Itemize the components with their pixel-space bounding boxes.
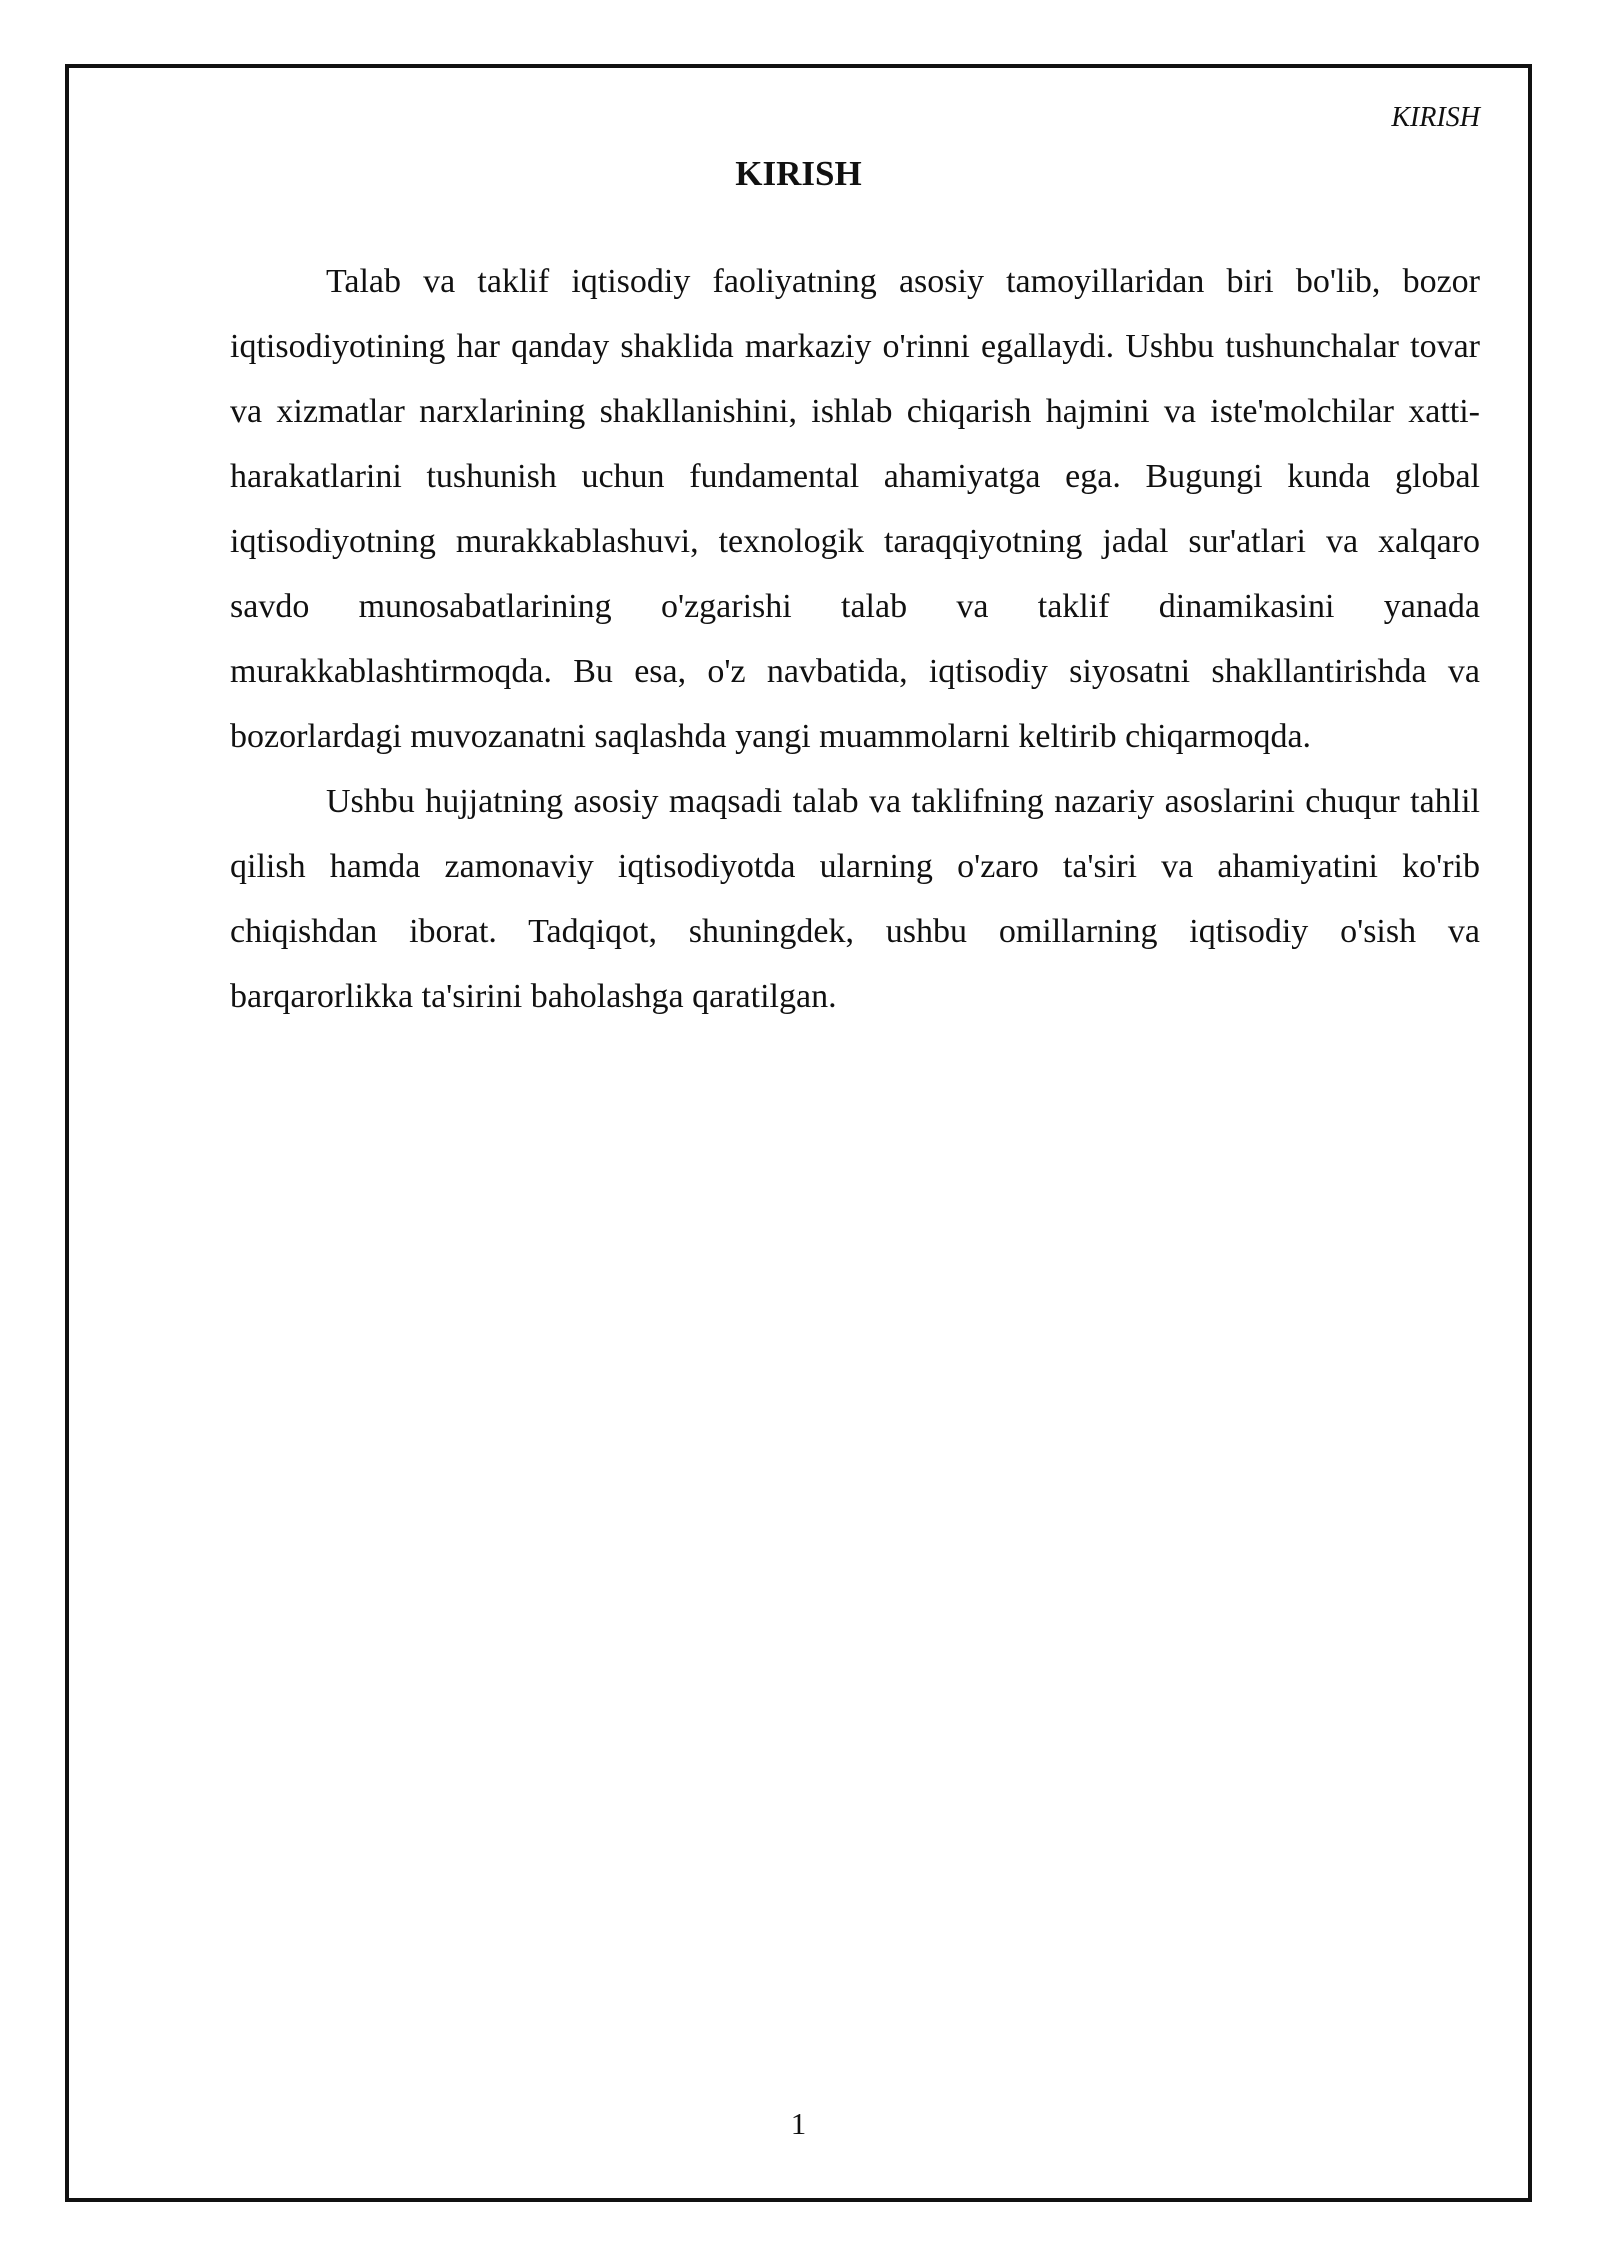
paragraph-1: Talab va taklif iqtisodiy faoliyatning asosiy tamoyillaridan biri bo'lib, bozor iqtisodiyotining har qanday shaklida markaziy o'rinni egallaydi. Ushbu tushunchalar tovar va xizmatlar narxlarining shakllanishini, ishlab chiqarish hajmini va iste'molchilar xatti-harakatlarini tushunish uchun fundamental ahamiyatga ega. Bugungi kunda global iqtisodiyotning murakkablashuvi, texnologik taraqqiyotning jadal sur'atlari va xalqaro savdo munosabatlarining o'zgarishi talab va taklif dinamikasini yanada murakkablashtirmoqda. Bu esa, o'z navbatida, iqtisodiy siyosatni shakllantirishda va bozorlardagi muvozanatni saqlashda yangi muammolarni keltirib chiqarmoqda. [230,263,1480,755]
page-number: 1 [790,2106,807,2141]
page-frame [65,64,1532,2202]
paragraph-2: Ushbu hujjatning asosiy maqsadi talab va taklifning nazariy asoslarini chuqur tahlil qilish hamda zamonaviy iqtisodiyotda ularning o'zaro ta'siri va ahamiyatini ko'rib chiqishdan iborat. Tadqiqot, shuningdek, ushbu omillarning iqtisodiy o'sish va barqarorlikka ta'sirini baholashga qaratilgan. [230,783,1480,1015]
page-title: KIRISH [735,154,862,193]
running-header: KIRISH [1391,102,1480,133]
body-text [230,249,1480,1029]
